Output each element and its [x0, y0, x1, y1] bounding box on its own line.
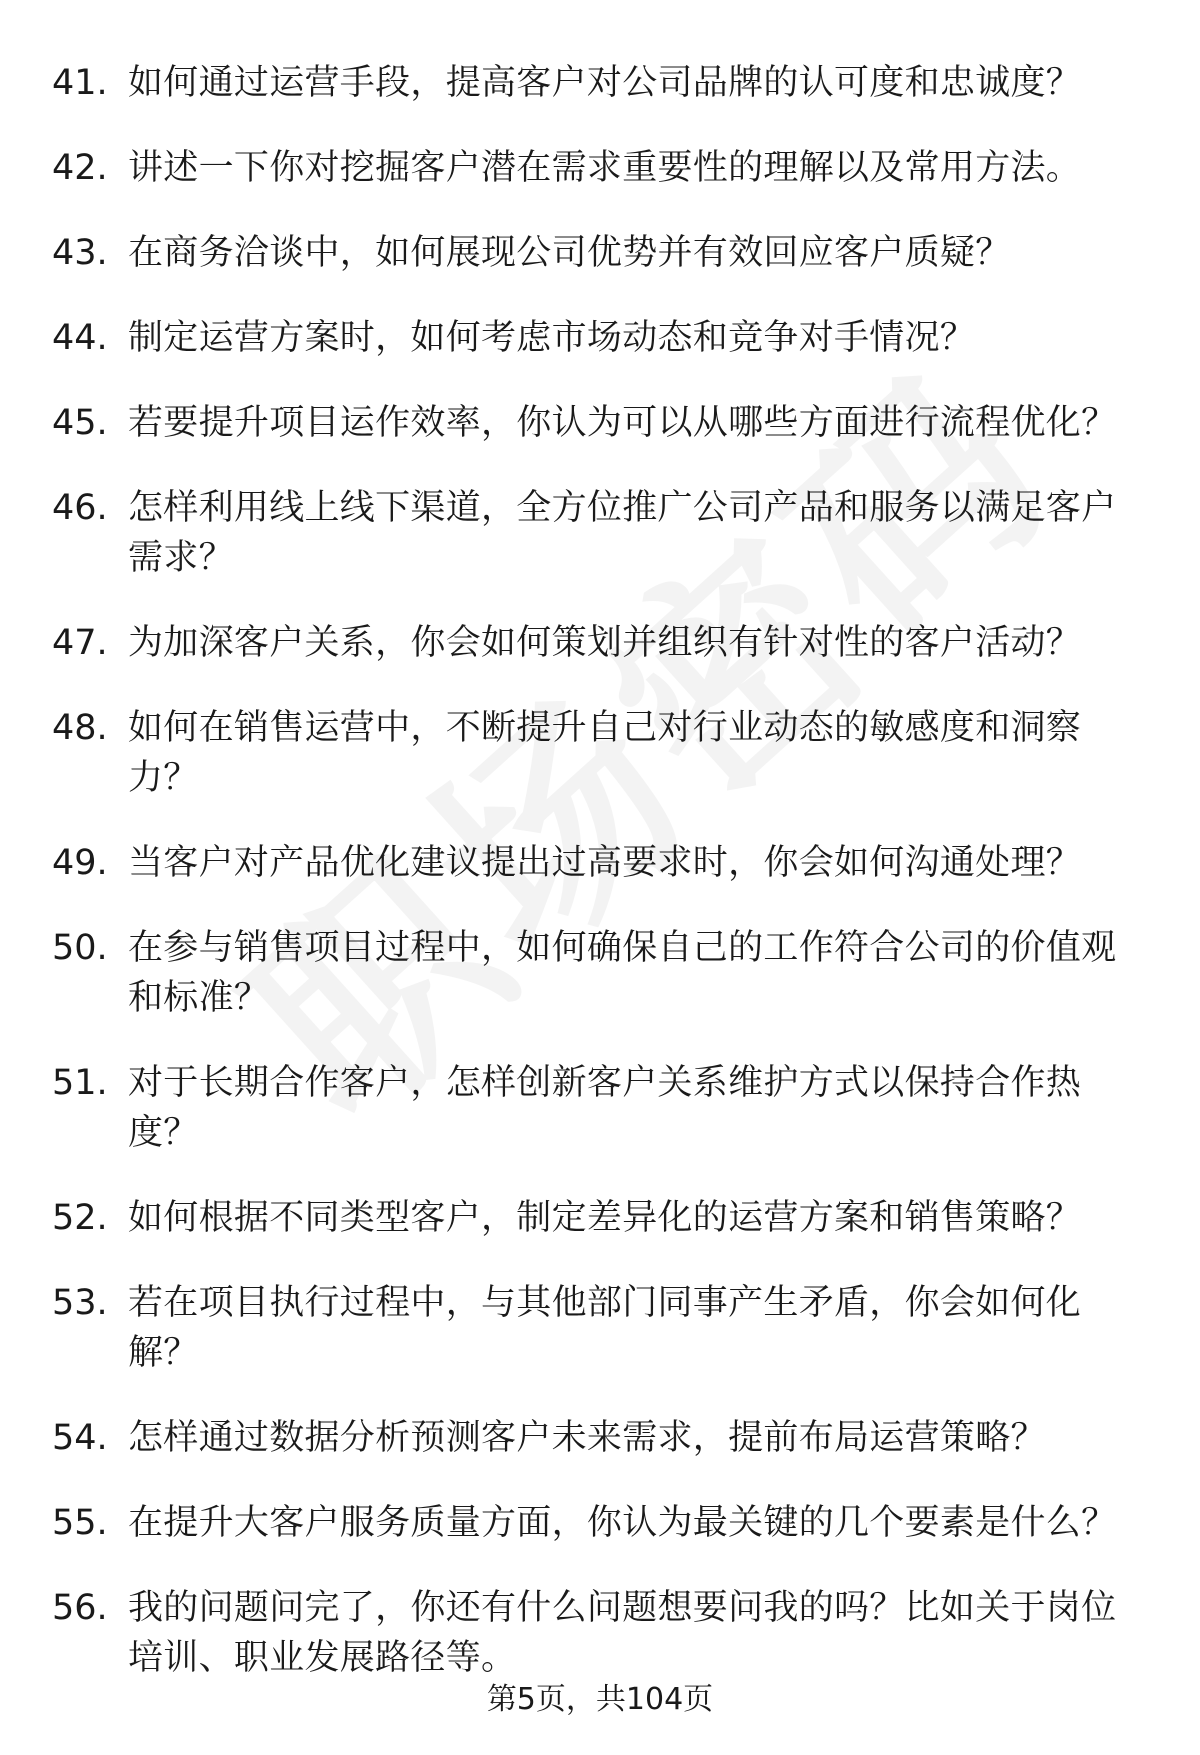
- question-text: 对于长期合作客户，怎样创新客户关系维护方式以保持合作热度？: [128, 1063, 1082, 1153]
- question-number: 43.: [52, 233, 108, 273]
- question-number: 53.: [52, 1283, 108, 1323]
- question-item: [0, 838, 1200, 888]
- question-list: [0, 58, 1200, 1718]
- question-item: [0, 923, 1200, 1023]
- question-item: [0, 58, 1200, 108]
- question-item: [0, 1193, 1200, 1243]
- question-text: 为加深客户关系，你会如何策划并组织有针对性的客户活动？: [128, 623, 1082, 663]
- question-item: [0, 313, 1200, 363]
- question-number: 51.: [52, 1063, 108, 1103]
- question-text: 在商务洽谈中，如何展现公司优势并有效回应客户质疑？: [128, 233, 1011, 273]
- question-number: 47.: [52, 623, 108, 663]
- question-text: 怎样通过数据分析预测客户未来需求，提前布局运营策略？: [128, 1418, 1046, 1458]
- question-text: 若要提升项目运作效率，你认为可以从哪些方面进行流程优化？: [128, 403, 1117, 443]
- question-text: 制定运营方案时，如何考虑市场动态和竞争对手情况？: [128, 318, 976, 358]
- question-item: [0, 483, 1200, 583]
- question-item: [0, 1058, 1200, 1158]
- question-text: 如何根据不同类型客户，制定差异化的运营方案和销售策略？: [128, 1198, 1082, 1238]
- question-text: 在参与销售项目过程中，如何确保自己的工作符合公司的价值观和标准？: [128, 928, 1117, 1018]
- question-text: 在提升大客户服务质量方面，你认为最关键的几个要素是什么？: [128, 1503, 1117, 1543]
- question-item: [0, 398, 1200, 448]
- question-number: 56.: [52, 1588, 108, 1628]
- question-item: [0, 143, 1200, 193]
- question-text: 如何在销售运营中，不断提升自己对行业动态的敏感度和洞察力？: [128, 708, 1082, 798]
- question-number: 45.: [52, 403, 108, 443]
- question-number: 55.: [52, 1503, 108, 1543]
- question-number: 48.: [52, 708, 108, 748]
- question-item: [0, 703, 1200, 803]
- question-text: 如何通过运营手段，提高客户对公司品牌的认可度和忠诚度？: [128, 63, 1082, 103]
- question-number: 52.: [52, 1198, 108, 1238]
- question-text: 怎样利用线上线下渠道，全方位推广公司产品和服务以满足客户需求？: [128, 488, 1117, 578]
- question-text: 当客户对产品优化建议提出过高要求时，你会如何沟通处理？: [128, 843, 1082, 883]
- question-text: 若在项目执行过程中，与其他部门同事产生矛盾，你会如何化解？: [128, 1283, 1082, 1373]
- question-text: 我的问题问完了，你还有什么问题想要问我的吗？比如关于岗位培训、职业发展路径等。: [128, 1588, 1117, 1678]
- question-item: [0, 1498, 1200, 1548]
- question-item: [0, 228, 1200, 278]
- question-text: 讲述一下你对挖掘客户潜在需求重要性的理解以及常用方法。: [128, 148, 1082, 188]
- question-number: 46.: [52, 488, 108, 528]
- question-number: 42.: [52, 148, 108, 188]
- question-item: [0, 1278, 1200, 1378]
- question-number: 44.: [52, 318, 108, 358]
- question-number: 49.: [52, 843, 108, 883]
- question-item: [0, 1583, 1200, 1683]
- page-footer: 第5页，共104页: [486, 1682, 714, 1717]
- question-number: 41.: [52, 63, 108, 103]
- question-number: 54.: [52, 1418, 108, 1458]
- question-item: [0, 1413, 1200, 1463]
- question-item: [0, 618, 1200, 668]
- question-number: 50.: [52, 928, 108, 968]
